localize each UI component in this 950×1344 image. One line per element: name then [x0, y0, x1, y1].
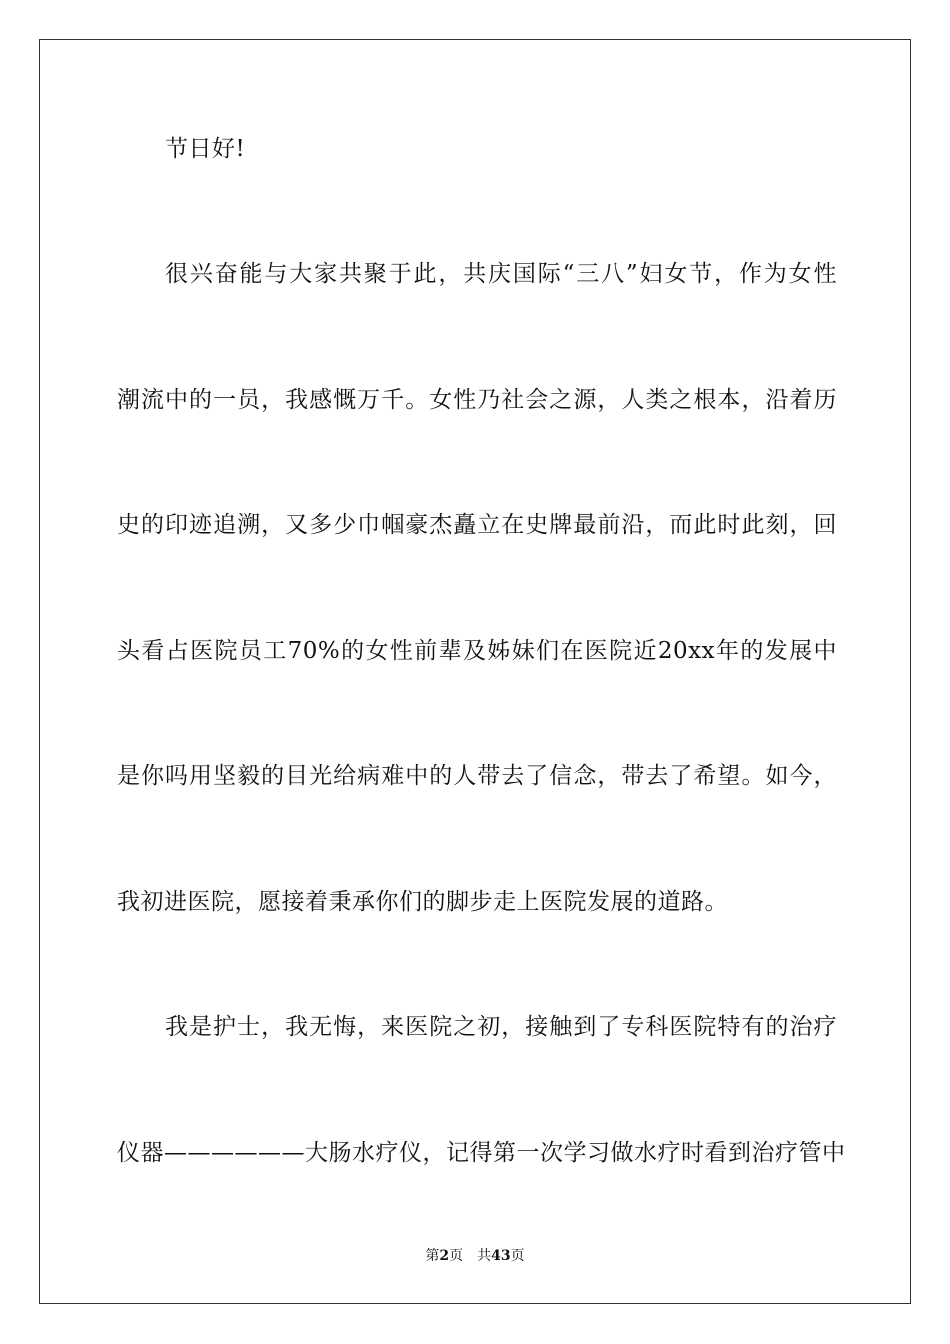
- total-prefix: 共: [477, 1248, 492, 1264]
- paragraph-line: 我是护士，我无悔，来医院之初，接触到了专科医院特有的治疗: [165, 1014, 837, 1040]
- total-suffix: 页: [510, 1248, 525, 1264]
- page-prefix: 第: [425, 1248, 440, 1264]
- paragraph-line: 史的印迹追溯，又多少巾帼豪杰矗立在史牌最前沿，而此时此刻，回: [117, 512, 837, 538]
- paragraph-line: 仪器——————大肠水疗仪，记得第一次学习做水疗时看到治疗管中: [117, 1140, 846, 1166]
- greeting-line: 节日好!: [165, 136, 246, 162]
- paragraph-line: 是你吗用坚毅的目光给病难中的人带去了信念，带去了希望。如今，: [117, 763, 837, 789]
- paragraph-line: 潮流中的一员，我感慨万千。女性乃社会之源，人类之根本，沿着历: [117, 387, 837, 413]
- page-suffix: 页: [449, 1248, 464, 1264]
- page-total: 43: [491, 1248, 511, 1264]
- page-border: [39, 39, 911, 1304]
- page-footer: [0, 1246, 950, 1266]
- paragraph-line: 我初进医院，愿接着秉承你们的脚步走上医院发展的道路。: [117, 889, 728, 915]
- paragraph-line: 头看占医院员工70%的女性前辈及姊妹们在医院近20xx年的发展中: [117, 638, 837, 664]
- page-number: 2: [439, 1248, 450, 1264]
- paragraph-line: 很兴奋能与大家共聚于此，共庆国际“三八”妇女节，作为女性: [165, 261, 837, 287]
